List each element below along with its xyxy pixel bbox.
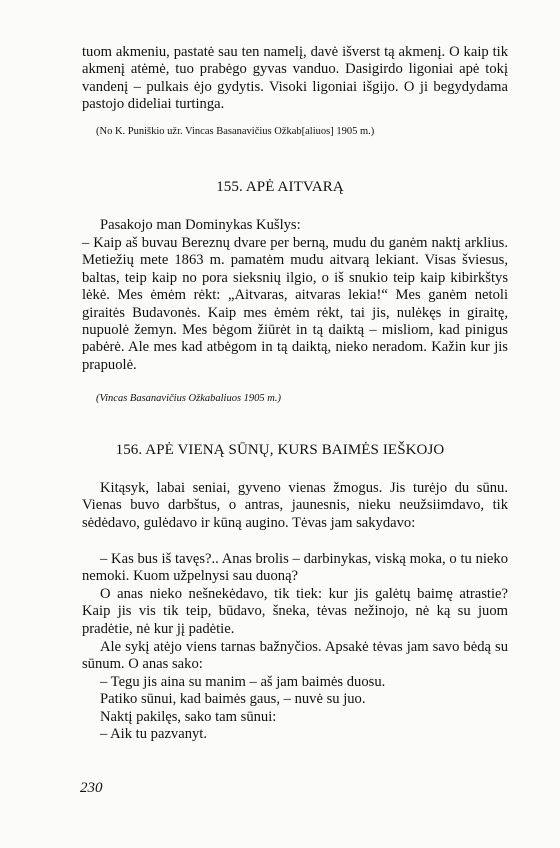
page-number: 230 [80,780,103,796]
story-156-paragraph: Ale sykį atėjo viens tarnas bažnyčios. Apsakė tėvas jam savo bėdą su sūnum. O anas sako: [82,639,508,673]
story-156-paragraph: Kitąsyk, labai seniai, gyveno vienas žmogus. Jis turėjo du sūnu. Vienas buvo darbštus, o antras, jaunesnis, nieku neužsiimdavo, tik sėdėdavo, gulėdavo ir kūną augino. Tėvas jam sakydavo: [82,480,508,531]
story-155-source: (Vincas Basanavičius Ožkabaliuos 1905 m.) [96,393,281,404]
story-156-paragraph: Patiko sūnui, kad baimės gaus, – nuvė su juo. [100,691,366,707]
story-155-body: – Kaip aš buvau Bereznų dvare per berną, mudu du ganėm naktį arklius. Metiežių mete 1863 m. pamatėm mudu aitvarą lekiant. Visas šviesus, baltas, teip kaip no pora sieksnių ilgio, o iš snukio teip kaip kibirkštys lėkė. Mes ėmėm rėkt: „Aitvaras, aitvaras lekia!“ Mes ganėm netoli giraitės Budavonės. Kaip mes ėmėm rėkt, tai jis, nulėkęs in giraitę, nupuolė žemyn. Mes bėgom žiūrėt in tą daiktą – misliom, kad pinigus pabėrė. Ale mes kad atbėgom in tą daiktą, nieko neradom. Kažin kur jis prapuolė. [82,235,508,373]
story-155-intro: Pasakojo man Dominykas Kušlys: [100,217,301,233]
story-156-paragraph: – Kas bus iš tavęs?.. Anas brolis – darbinykas, viską moka, o tu nieko nemoki. Kuom užpelnysi sau duoną? [82,551,508,585]
story-156-paragraph: O anas nieko nešnekėdavo, tik tiek: kur jis galėtų baimę atrastie? Kaip jis vis tik teip, būdavo, šneka, tėvas nežinojo, nė ką su juom pradėtie, nė kur jį padėtie. [82,586,508,637]
top-source-note: (No K. Puniškio užr. Vincas Basanavičius Ožkab[aliuos] 1905 m.) [96,126,375,137]
story-156-paragraph: – Aik tu pazvanyt. [100,726,208,742]
story-156-title: 156. APĖ VIENĄ SŪNŲ, KURS BAIMĖS IEŠKOJO [115,442,445,458]
top-paragraph: tuom akmeniu, pastatė sau ten namelį, davė išverst tą akmenį. O kaip tik akmenį atėmė, tuo prabėgo gyvas vanduo. Dasigirdo ligoniai apė tokį vandenį – pulkais ėjo gydytis. Visoki ligoniai išgijo. O ji begydydama pastojo dideliai turtinga. [82,44,508,113]
story-155-title: 155. APĖ AITVARĄ [216,179,344,195]
story-156-paragraph: – Tegu jis aina su manim – aš jam baimės duosu. [100,674,386,690]
story-156-paragraph: Naktį pakilęs, sako tam sūnui: [100,709,277,725]
